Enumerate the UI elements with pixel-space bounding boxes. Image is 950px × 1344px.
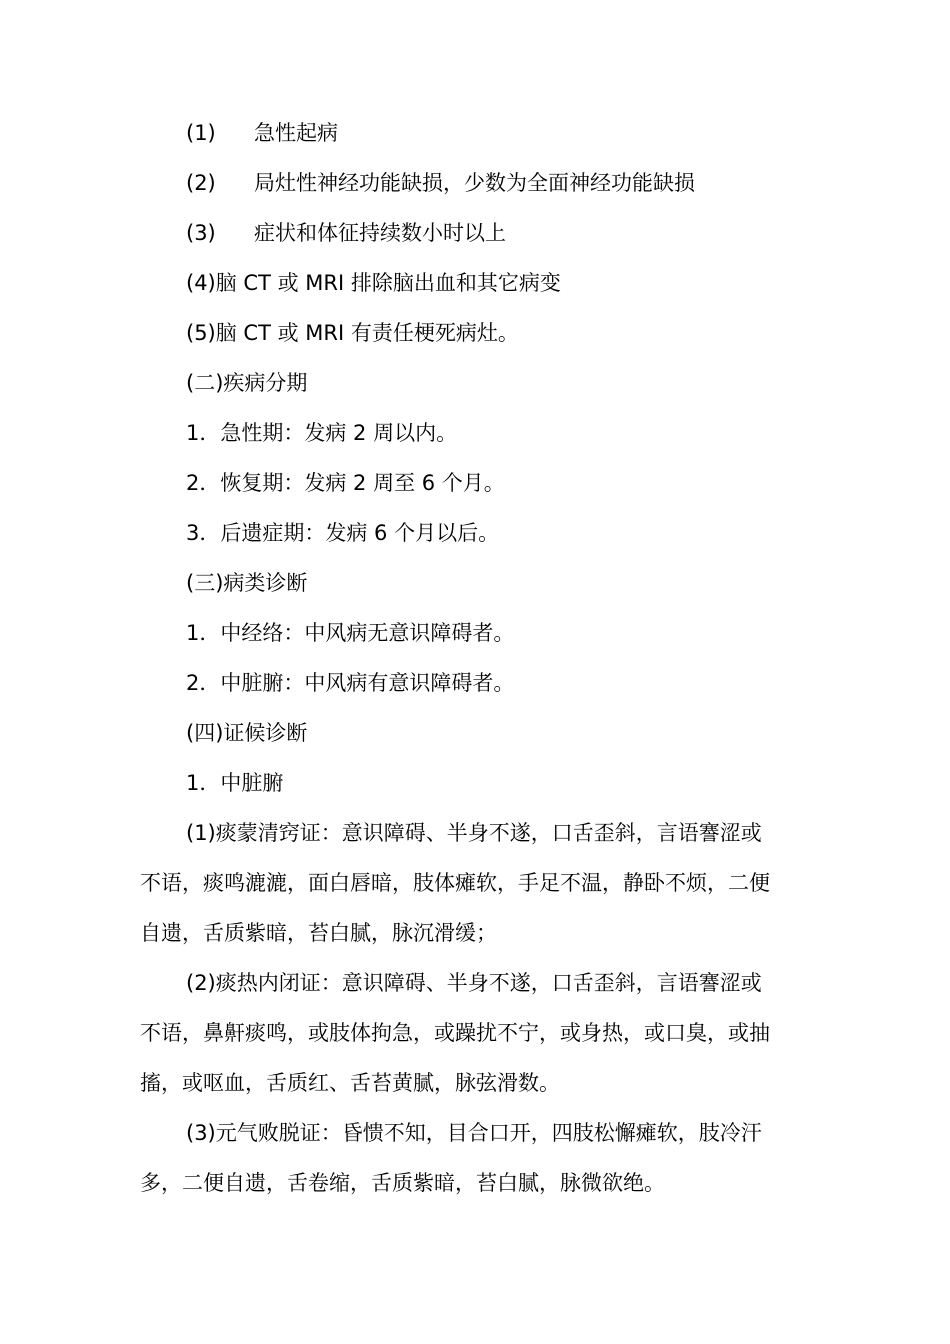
- list-item: 3．后遗症期：发病 6 个月以后。: [186, 521, 500, 545]
- criterion-text: 症状和体征持续数小时以上: [254, 221, 506, 245]
- criterion-text: 局灶性神经功能缺损，少数为全面神经功能缺损: [254, 171, 695, 195]
- criterion-2: [186, 168, 695, 198]
- criterion-number: (3): [186, 221, 216, 245]
- subsection-heading: 1．中脏腑: [186, 771, 284, 795]
- paragraph-line: 搐，或呕血，舌质红、舌苔黄腻，脉弦滑数。: [140, 1071, 560, 1095]
- paragraph-line: (2)痰热内闭证：意识障碍、半身不遂，口舌歪斜，言语謇涩或: [186, 971, 762, 995]
- paragraph-line: (3)元气败脱证：昏愦不知，目合口开，四肢松懈瘫软，肢冷汗: [186, 1121, 762, 1145]
- paragraph-line: 不语，痰鸣漉漉，面白唇暗，肢体瘫软，手足不温，静卧不烦，二便: [140, 871, 770, 895]
- criterion-1: [186, 118, 338, 148]
- paragraph-line: 自遗，舌质紫暗，苔白腻，脉沉滑缓；: [140, 921, 497, 945]
- paragraph-line: 多，二便自遗，舌卷缩，舌质紫暗，苔白腻，脉微欲绝。: [140, 1171, 665, 1195]
- section-heading-syndrome: (四)证候诊断: [186, 721, 308, 745]
- list-item: 1．中经络：中风病无意识障碍者。: [186, 621, 515, 645]
- criterion-text: 急性起病: [254, 121, 338, 145]
- paragraph-line: (1)痰蒙清窍证：意识障碍、半身不遂，口舌歪斜，言语謇涩或: [186, 821, 762, 845]
- section-heading-classification: (三)病类诊断: [186, 571, 308, 595]
- section-heading-staging: (二)疾病分期: [186, 371, 308, 395]
- list-item: 2．中脏腑：中风病有意识障碍者。: [186, 671, 515, 695]
- criterion-number: (1): [186, 121, 216, 145]
- paragraph-line: 不语，鼻鼾痰鸣，或肢体拘急，或躁扰不宁，或身热，或口臭，或抽: [140, 1021, 770, 1045]
- list-item: 2．恢复期：发病 2 周至 6 个月。: [186, 471, 505, 495]
- criterion-4: (4)脑 CT 或 MRI 排除脑出血和其它病变: [186, 271, 561, 295]
- criterion-5: (5)脑 CT 或 MRI 有责任梗死病灶。: [186, 321, 519, 345]
- criterion-3: [186, 218, 506, 248]
- list-item: 1．急性期：发病 2 周以内。: [186, 421, 458, 445]
- criterion-number: (2): [186, 171, 216, 195]
